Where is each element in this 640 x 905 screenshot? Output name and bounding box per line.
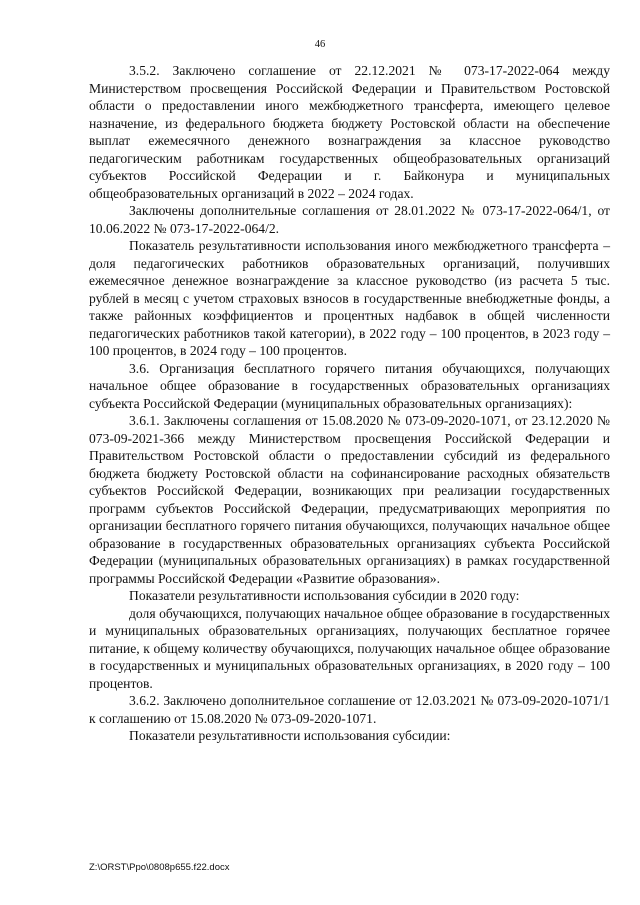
document-body [89,62,610,745]
footer-file-path: Z:\ORST\Ppo\0808p655.f22.docx [89,862,230,873]
paragraph-subsidy-indicators: Показатели результативности использования субсидии: [129,728,451,743]
paragraph-share-students: доля обучающихся, получающих начальное общее образование в государственных и муниципальных образовательных организациях, получающих бесплатное горячее питание, к общему количеству обучающихся, получающих начальное общее образование в государственных и муниципальных образовательных организациях, в 2020 году – 100 процентов. [89,605,610,691]
paragraph-indicators-2020: Показатели результативности использования субсидии в 2020 году: [129,588,520,603]
paragraph-performance-indicator: Показатель результативности использования иного межбюджетного трансферта – доля педагогических работников образовательных организаций, получивших ежемесячное денежное вознаграждение за классное руководство (из расчета 5 тыс. рублей в месяц с учетом страховых взносов в государственные внебюджетные фонды, а также районных коэффициентов и процентных надбавок в общей численности педагогических работников такой категории), в 2022 году – 100 процентов, в 2023 году – 100 процентов, в 2024 году – 100 процентов. [89,238,610,358]
paragraph-3-6-1: 3.6.1. Заключены соглашения от 15.08.2020 № 073-09-2020-1071, от 23.12.2020 № 073-09-2021-366 между Министерством просвещения Российской Федерации и Правительством Ростовской области о предоставлении субсидий из федерального бюджета бюджету Ростовской области на софинансирование расходных обязательств субъектов Российской Федерации, возникающих при реализации государственных программ субъектов Российской Федерации, предусматривающих мероприятия по организации бесплатного горячего питания обучающихся, получающих начальное общее образование в государственных образовательных организациях субъекта Российской Федерации (муниципальных образовательных организациях) в рамках государственной программы Российской Федерации «Развитие образования». [89,413,610,586]
page-number: 46 [314,39,326,50]
paragraph-3-6-2: 3.6.2. Заключено дополнительное соглашение от 12.03.2021 № 073-09-2020-1071/1 к соглашению от 15.08.2020 № 073-09-2020-1071. [89,693,610,726]
paragraph-additional-agreements: Заключены дополнительные соглашения от 28.01.2022 № 073-17-2022-064/1, от 10.06.2022 № 073-17-2022-064/2. [89,203,610,236]
paragraph-3-6: 3.6. Организация бесплатного горячего питания обучающихся, получающих начальное общее образование в государственных образовательных организациях субъекта Российской Федерации (муниципальных образовательных организациях): [89,360,610,411]
paragraph-3-5-2: 3.5.2. Заключено соглашение от 22.12.2021 № 073-17-2022-064 между Министерством просвещения Российской Федерации и Правительством Ростовской области о предоставлении иного межбюджетного трансферта, имеющего целевое назначение, из федерального бюджета бюджету Ростовской области на обеспечение выплат ежемесячного денежного вознаграждения за классное руководство педагогическим работникам государственных общеобразовательных организаций субъектов Российской Федерации и г. Байконура и муниципальных общеобразовательных организаций в 2022 – 2024 годах. [89,63,610,201]
